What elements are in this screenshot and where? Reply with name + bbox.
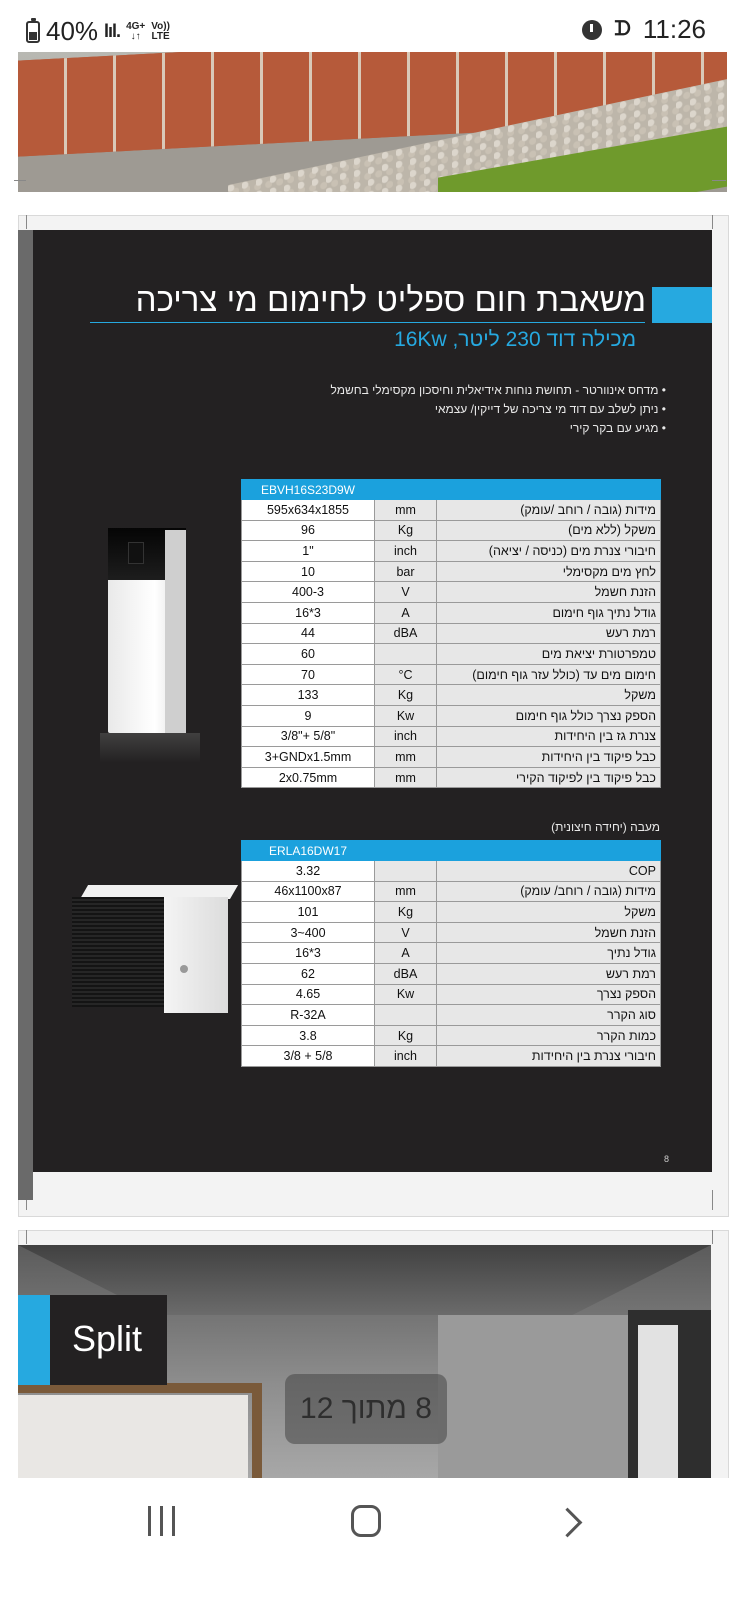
table-row <box>242 561 661 582</box>
spec-label: כבל פיקוד בין לפיקוד הקירי <box>437 767 661 788</box>
spec-label: רמת רעש <box>437 963 661 984</box>
spec-unit: inch <box>375 726 437 747</box>
spec-value: 3~400 <box>242 922 375 943</box>
table-row <box>242 984 661 1005</box>
spec-unit <box>375 1005 437 1026</box>
page-subtitle: מכילה דוד 230 ליטר, 16Kw <box>394 328 636 351</box>
page-edge-strip <box>18 230 33 1200</box>
network-type-top: 4G+ <box>126 20 146 32</box>
page-indicator: 8 מתוך 12 <box>285 1374 447 1444</box>
spec-value: 3/8"+ 5/8" <box>242 726 375 747</box>
spec-label: משקל <box>437 685 661 706</box>
recent-apps-button[interactable] <box>144 1506 180 1536</box>
spec-unit: inch <box>375 541 437 562</box>
header-spacer <box>375 480 437 500</box>
outdoor-unit-grille <box>72 897 164 1007</box>
table-row <box>242 902 661 923</box>
outdoor-unit-valve <box>180 965 188 973</box>
outdoor-unit-side <box>164 897 228 1013</box>
battery-percent: 40% <box>46 16 99 46</box>
spec-value: 62 <box>242 963 375 984</box>
spec-unit: mm <box>375 500 437 521</box>
crop-mark <box>712 180 726 181</box>
spec-label: משקל (ללא מים) <box>437 520 661 541</box>
spec-label: כבל פיקוד בין היחידות <box>437 747 661 768</box>
recent-bar-icon <box>160 1506 163 1536</box>
table-row <box>242 520 661 541</box>
spec-value: 16*3 <box>242 943 375 964</box>
table-row <box>242 541 661 562</box>
table-header-row <box>242 480 661 500</box>
table-row <box>242 861 661 882</box>
spec-unit: mm <box>375 747 437 768</box>
spec-label: טמפרטורת יציאת מים <box>437 644 661 665</box>
header-spacer <box>375 841 437 861</box>
room-window <box>638 1325 678 1479</box>
spec-unit: V <box>375 922 437 943</box>
table-row <box>242 881 661 902</box>
table-row <box>242 644 661 665</box>
spec-value: 4.65 <box>242 984 375 1005</box>
notification-app-icon: ᗪ <box>614 18 631 40</box>
volte-top: Vo)) <box>151 20 170 32</box>
table-row <box>242 1005 661 1026</box>
model-name: EBVH16S23D9W <box>242 480 375 500</box>
spec-label: COP <box>437 861 661 882</box>
spec-value: 44 <box>242 623 375 644</box>
previous-page-image[interactable] <box>18 52 727 192</box>
spec-unit <box>375 861 437 882</box>
spec-value: 2x0.75mm <box>242 767 375 788</box>
spec-label: מידות (גובה / רוחב/ עומק) <box>437 881 661 902</box>
spec-unit: Kg <box>375 902 437 923</box>
table-row <box>242 1025 661 1046</box>
spec-label: גודל נתיך גוף חימום <box>437 602 661 623</box>
indoor-rows <box>242 500 661 788</box>
outdoor-unit-image <box>72 885 230 1025</box>
table-row <box>242 664 661 685</box>
table-row <box>242 602 661 623</box>
table-row <box>242 922 661 943</box>
table-row <box>242 705 661 726</box>
spec-unit: dBA <box>375 623 437 644</box>
spec-unit: dBA <box>375 963 437 984</box>
spec-unit: mm <box>375 881 437 902</box>
table-row <box>242 767 661 788</box>
spec-value: R-32A <box>242 1005 375 1026</box>
spec-value: 96 <box>242 520 375 541</box>
table-row <box>242 1046 661 1067</box>
spec-label: לחץ מים מקסימלי <box>437 561 661 582</box>
spec-value: 1" <box>242 541 375 562</box>
table-row <box>242 685 661 706</box>
spec-label: הזנת חשמל <box>437 582 661 603</box>
spec-unit: V <box>375 582 437 603</box>
indoor-unit-side <box>165 530 186 733</box>
crop-mark <box>712 215 713 229</box>
network-type-bottom: ↓↑ <box>130 30 141 42</box>
spec-value: 101 <box>242 902 375 923</box>
indoor-unit-reflection <box>100 733 200 763</box>
spec-unit: °C <box>375 664 437 685</box>
spec-value: 3/8 + 5/8 <box>242 1046 375 1067</box>
spec-unit: Kw <box>375 705 437 726</box>
table-row <box>242 747 661 768</box>
spec-value: 46x1100x87 <box>242 881 375 902</box>
spec-label: סוג הקרר <box>437 1005 661 1026</box>
recent-bar-icon <box>148 1506 151 1536</box>
page-number: 8 <box>664 1154 670 1164</box>
page-title: משאבת חום ספליט לחימום מי צריכה <box>135 281 646 318</box>
back-button[interactable] <box>553 1504 589 1540</box>
crop-mark <box>14 180 26 181</box>
spec-unit: Kw <box>375 984 437 1005</box>
table-row <box>242 623 661 644</box>
spec-value: 133 <box>242 685 375 706</box>
outdoor-section-label: מעבה (יחידה חיצונית) <box>551 820 660 834</box>
indoor-unit-display <box>128 542 144 564</box>
navigation-bar <box>0 1478 746 1600</box>
spec-label: משקל <box>437 902 661 923</box>
spec-label: הזנת חשמל <box>437 922 661 943</box>
outdoor-rows <box>242 861 661 1067</box>
spec-value: 3.32 <box>242 861 375 882</box>
spec-unit: mm <box>375 767 437 788</box>
table-header-row <box>242 841 661 861</box>
crop-mark <box>26 1230 27 1244</box>
table-row <box>242 500 661 521</box>
spec-value: 3+GNDx1.5mm <box>242 747 375 768</box>
feature-item: • מדחס אינוורטר - תחושת נוחות אידיאלית וחיסכון מקסימלי בחשמל <box>200 381 666 400</box>
table-row <box>242 582 661 603</box>
clock: 11:26 <box>642 14 706 44</box>
spec-unit: A <box>375 943 437 964</box>
spec-label: חימום מים עד (כולל עזר גוף חימום) <box>437 664 661 685</box>
spec-unit: inch <box>375 1046 437 1067</box>
network-type <box>126 22 145 42</box>
table-row <box>242 726 661 747</box>
spec-label: חיבורי צנרת בין היחידות <box>437 1046 661 1067</box>
split-accent-bar <box>18 1295 50 1385</box>
battery-icon <box>26 21 40 43</box>
spec-value: 9 <box>242 705 375 726</box>
table-row <box>242 943 661 964</box>
header-spacer <box>437 480 661 500</box>
spec-value: 60 <box>242 644 375 665</box>
title-underline <box>90 322 645 323</box>
spec-label: צנרת גז בין היחידות <box>437 726 661 747</box>
spec-value: 70 <box>242 664 375 685</box>
spec-value: 16*3 <box>242 602 375 623</box>
spec-value: 3.8 <box>242 1025 375 1046</box>
recent-bar-icon <box>172 1506 175 1536</box>
spec-value: 10 <box>242 561 375 582</box>
spec-label: כמות הקרר <box>437 1025 661 1046</box>
outdoor-spec-table <box>241 840 661 1067</box>
indoor-spec-table <box>241 479 661 788</box>
crop-mark <box>712 1230 713 1244</box>
table-row <box>242 963 661 984</box>
shelf-leg <box>252 1383 262 1479</box>
spec-label: חיבורי צנרת מים (כניסה / יציאה) <box>437 541 661 562</box>
status-left <box>26 16 170 47</box>
spec-value: 595x634x1855 <box>242 500 375 521</box>
spec-unit: A <box>375 602 437 623</box>
feature-item: • מגיע עם בקר קירי <box>200 419 666 438</box>
title-accent-tab <box>652 287 712 323</box>
spec-label: גודל נתיך <box>437 943 661 964</box>
split-label: Split <box>72 1318 143 1359</box>
volte-indicator <box>151 22 170 42</box>
status-right <box>582 14 706 45</box>
crop-mark <box>26 215 27 229</box>
feature-item: • ניתן לשלב עם דוד מי צריכה של דייקין/ עצמאי <box>200 400 666 419</box>
header-spacer <box>437 841 661 861</box>
home-button[interactable] <box>351 1505 381 1537</box>
spec-label: הספק נצרך <box>437 984 661 1005</box>
spec-unit: Kg <box>375 1025 437 1046</box>
boxes <box>18 1395 248 1479</box>
spec-unit: Kg <box>375 685 437 706</box>
spec-value: 400-3 <box>242 582 375 603</box>
spec-unit <box>375 644 437 665</box>
spec-unit: Kg <box>375 520 437 541</box>
spec-label: רמת רעש <box>437 623 661 644</box>
feature-list <box>200 381 666 438</box>
crop-mark <box>712 1190 713 1210</box>
spec-label: הספק נצרך כולל גוף חימום <box>437 705 661 726</box>
model-name: ERLA16DW17 <box>242 841 375 861</box>
signal-icon: lıl. <box>104 21 121 41</box>
spec-label: מידות (גובה / רוחב /עומק) <box>437 500 661 521</box>
spec-unit: bar <box>375 561 437 582</box>
stopwatch-icon <box>582 20 602 40</box>
room-wall <box>438 1315 638 1479</box>
volte-bottom: LTE <box>151 30 170 42</box>
title-block <box>60 280 646 320</box>
